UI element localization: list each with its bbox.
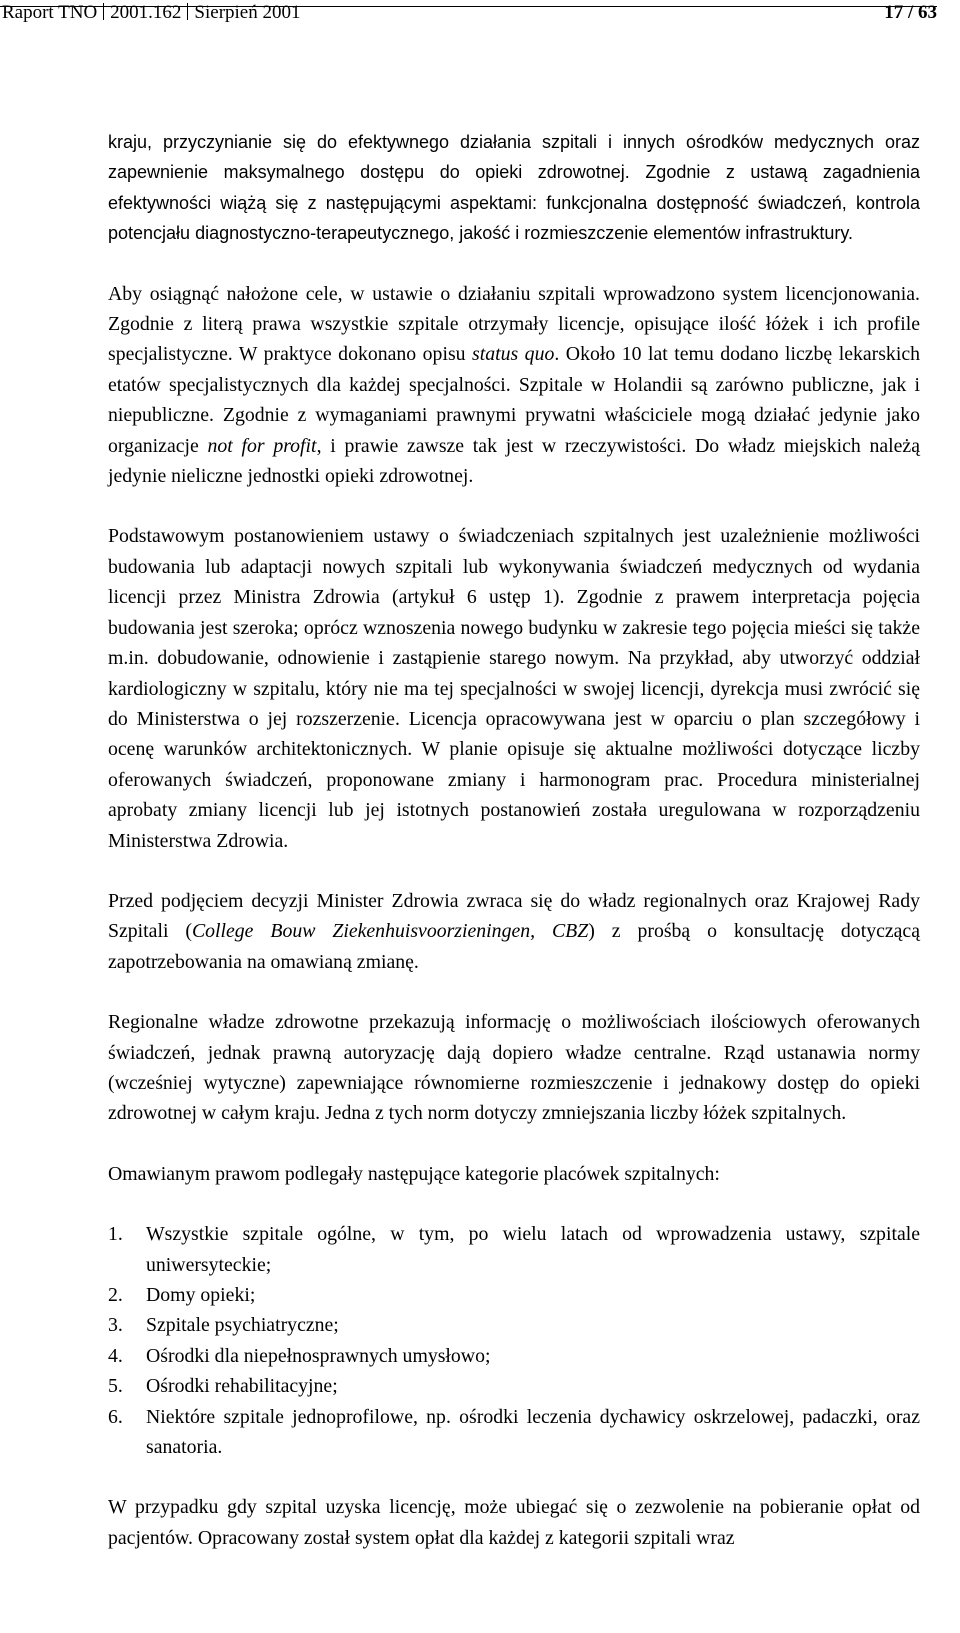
status-quo-term: status quo	[472, 343, 555, 366]
list-item	[108, 1341, 920, 1371]
paragraph-minister-decision	[108, 886, 920, 977]
hospital-categories-list	[108, 1219, 920, 1462]
report-reference	[2, 2, 301, 24]
paragraph-categories-intro: Omawianym prawom podlegały następujące kategorie placówek szpitalnych:	[108, 1162, 720, 1185]
list-item-text: Ośrodki dla niepełnosprawnych umysłowo;	[146, 1344, 491, 1367]
list-item	[108, 1219, 920, 1280]
list-item-number: 1.	[108, 1223, 123, 1246]
header-separator	[103, 3, 104, 20]
paragraph-minister-text-2: ) z prośbą o konsultację dotyczącą zapotrzebowania na omawianą zmianę.	[108, 920, 920, 973]
list-item-text: Wszystkie szpitale ogólne, w tym, po wielu latach od wprowadzenia ustawy, szpitale uniwersyteckie;	[146, 1223, 920, 1276]
list-item-text: Domy opieki;	[146, 1284, 256, 1306]
not-for-profit-term: not for profit	[207, 434, 317, 457]
list-item	[108, 1310, 920, 1340]
paragraph-licensing	[108, 279, 920, 492]
list-item-number: 5.	[108, 1375, 123, 1398]
report-name: Raport TNO	[2, 2, 98, 23]
paragraph-licensing-text-1: Aby osiągnąć nałożone cele, w ustawie o działaniu szpitali wprowadzono system licencjonowania. Zgodnie z literą prawa wszystkie szpitale otrzymały licencje, opisujące ilość łóżek i ich profile specjalistyczne. W praktyce dokonano opisu	[108, 282, 920, 366]
paragraph-licensing-text-2: . Około 10 lat temu dodano liczbę lekarskich etatów specjalistycznych dla każdej specjalności. Szpitale w Holandii są zarówno publiczne, jak i niepubliczne. Zgodnie z wymaganiami prawnymi prywatni właściciele mogą działać jedynie jako organizacje	[108, 343, 920, 457]
page-number: 17 / 63	[884, 2, 937, 23]
list-item	[108, 1280, 920, 1310]
paragraph-fees: W przypadku gdy szpital uzyska licencję, może ubiegać się o zezwolenie na pobieranie opłat od pacjentów. Opracowany został system opłat dla każdej z kategorii szpitali wraz	[108, 1496, 920, 1549]
document-body	[108, 127, 920, 1553]
list-item-text: Niektóre szpitale jednoprofilowe, np. ośrodki leczenia dychawicy oskrzelowej, padaczki, oraz sanatoria.	[146, 1405, 920, 1459]
paragraph-intro: kraju, przyczynianie się do efektywnego działania szpitali i innych ośrodków medycznych oraz zapewnienie maksymalnego dostępu do opieki zdrowotnej. Zgodnie z ustawą zagadnienia efektywności wiążą się z następującymi aspektami: funkcjonalna dostępność świadczeń, kontrola potencjału diagnostyczno-terapeutycznego, jakość i rozmieszczenie elementów infrastruktury.	[108, 132, 920, 244]
report-number: 2001.162	[110, 2, 182, 23]
page-header	[0, 2, 937, 23]
list-item	[108, 1402, 920, 1463]
report-date: Sierpień 2001	[194, 2, 301, 23]
list-item-number: 6.	[108, 1405, 123, 1428]
paragraph-regional-authorities: Regionalne władze zdrowotne przekazują informację o możliwościach ilościowych oferowanych świadczeń, jednak prawną autoryzację dają dopiero władze centralne. Rząd ustanawia normy (wcześniej wytyczne) zapewniające równomierne rozmieszczenie i jednakowy dostęp do opieki zdrowotnej w całym kraju. Jedna z tych norm dotyczy zmniejszania liczby łóżek szpitalnych.	[108, 1011, 920, 1125]
list-item-number: 4.	[108, 1344, 123, 1367]
paragraph-minister-text-1: Przed podjęciem decyzji Minister Zdrowia zwraca się do władz regionalnych oraz Krajowej Rady Szpitali (	[108, 889, 920, 943]
list-item-text: Szpitale psychiatryczne;	[146, 1314, 339, 1337]
paragraph-basic-provision: Podstawowym postanowieniem ustawy o świadczeniach szpitalnych jest uzależnienie możliwości budowania lub adaptacji nowych szpitali lub wykonywania świadczeń medycznych od wydania licencji przez Ministra Zdrowia (artykuł 6 ustęp 1). Zgodnie z prawem interpretacja pojęcia budowania jest szeroka; oprócz wznoszenia nowego budynku w zakresie tego pojęcia mieści się także m.in. dobudowanie, odnowienie i zastąpienie starego nowym. Na przykład, aby utworzyć oddział kardiologiczny w szpitalu, który nie ma tej specjalności w swojej licencji, dyrekcja musi zwrócić się do Ministerstwa o jej rozszerzenie. Licencja opracowywana jest w oparciu o plan szczegółowy i ocenę warunków architektonicznych. W planie opisuje się aktualne możliwości dotyczące liczby oferowanych świadczeń, proponowane zmiany i harmonogram prac. Procedura ministerialnej aprobaty zmiany licencji lub jej istotnych postanowień została uregulowana w rozporządzeniu Ministerstwa Zdrowia.	[108, 525, 920, 852]
list-item-number: 3.	[108, 1314, 123, 1337]
list-item-text: Ośrodki rehabilitacyjne;	[146, 1375, 338, 1398]
paragraph-licensing-text-3: , i prawie zawsze tak jest w rzeczywistości. Do władz miejskich należą jedynie nieliczne jednostki opieki zdrowotnej.	[108, 434, 920, 488]
list-item-number: 2.	[108, 1284, 123, 1306]
cbz-name: College Bouw Ziekenhuisvoorzieningen, CBZ	[191, 920, 589, 943]
header-separator	[187, 3, 188, 20]
list-item	[108, 1371, 920, 1401]
